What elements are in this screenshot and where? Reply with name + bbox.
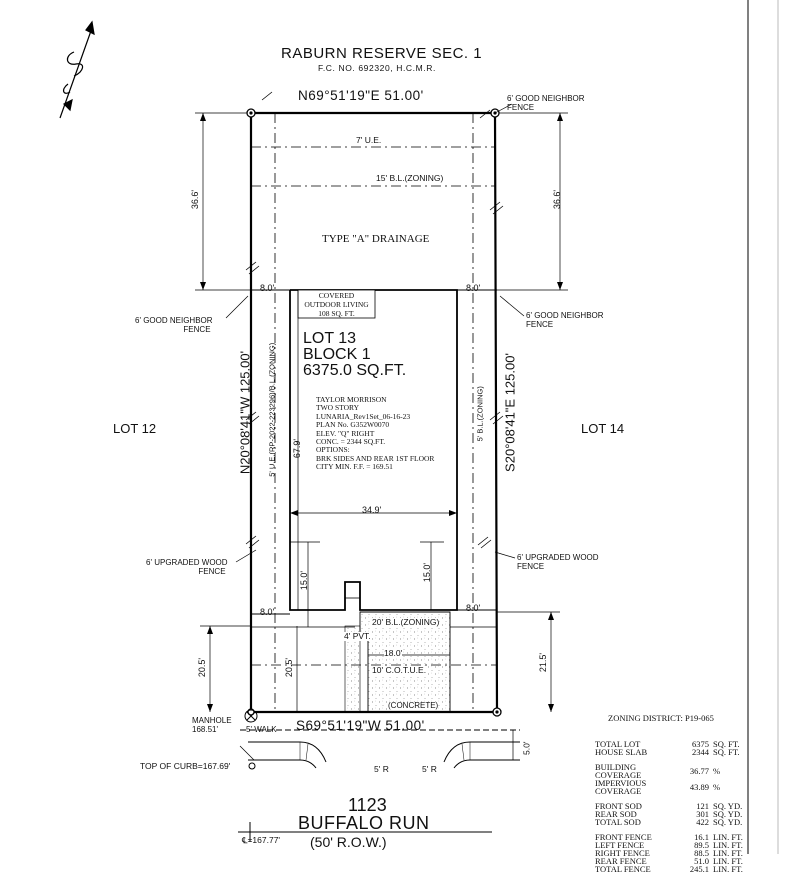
top-of-curb: TOP OF CURB=167.69' bbox=[140, 761, 231, 771]
street-name: BUFFALO RUN bbox=[298, 813, 430, 833]
stats-value: 301 bbox=[696, 809, 709, 819]
stats-value bbox=[681, 756, 713, 763]
stats-unit: LIN. FT. bbox=[713, 832, 743, 842]
front-yard-left: 20.5' bbox=[197, 657, 208, 678]
rear-utility-easement: 7' U.E. bbox=[356, 135, 382, 145]
walk-width: 4' PVT. bbox=[344, 631, 371, 641]
stats-unit: SQ. YD. bbox=[713, 817, 743, 827]
fence-note-left: 6' GOOD NEIGHBOR FENCE bbox=[135, 316, 213, 334]
stats-unit: LIN. FT. bbox=[713, 856, 743, 866]
curb-point-icon bbox=[249, 763, 255, 769]
address-number: 1123 bbox=[348, 795, 387, 815]
stats-label: TOTAL SOD bbox=[595, 817, 641, 827]
curb-offset: 5.0' bbox=[521, 741, 532, 755]
front-yard-inner: 20.5' bbox=[284, 657, 295, 678]
centerline-elevation: ℄=167.77' bbox=[242, 835, 281, 845]
stats-unit: % bbox=[713, 766, 721, 776]
stats-label: IMPERVIOUS COVERAGE bbox=[595, 778, 647, 796]
stats-row bbox=[595, 763, 743, 779]
stats-value: 121 bbox=[696, 801, 709, 811]
fence-note-right: 6' GOOD NEIGHBOR FENCE bbox=[526, 311, 604, 329]
front-building-line: 20' B.L.(ZONING) bbox=[372, 617, 440, 627]
cotue-easement: 10' C.O.T.U.E. bbox=[372, 665, 427, 675]
stats-unit: LIN. FT. bbox=[713, 840, 743, 850]
lot-14-label: LOT 14 bbox=[581, 421, 625, 436]
stats-unit: SQ. YD. bbox=[713, 801, 743, 811]
manhole-label: MANHOLE 168.51' bbox=[192, 716, 232, 734]
rear-building-line: 15' B.L.(ZONING) bbox=[376, 173, 444, 183]
stats-row bbox=[595, 748, 743, 756]
stats-unit: LIN. FT. bbox=[713, 864, 743, 874]
rear-dimension-left: 36.6' bbox=[190, 189, 201, 210]
stats-value: 422 bbox=[696, 817, 709, 827]
south-bearing: S69°51'19"W 51.00' bbox=[296, 718, 425, 733]
stats-value: 88.5 bbox=[694, 848, 709, 858]
concrete-label: (CONCRETE) bbox=[388, 701, 439, 710]
north-bearing: N69°51'19"E 51.00' bbox=[298, 88, 424, 103]
driveway-concrete bbox=[360, 612, 450, 712]
stats-label: HOUSE SLAB bbox=[595, 747, 648, 757]
stats-unit bbox=[713, 756, 743, 763]
stats-value: 245.1 bbox=[689, 864, 709, 874]
curb-hatch bbox=[300, 742, 470, 760]
upgraded-fence-note-right: 6' UPGRADED WOOD FENCE bbox=[517, 553, 599, 571]
lot-identification: LOT 13 BLOCK 1 6375.0 SQ.FT. bbox=[303, 330, 407, 379]
side-setback-top-left: 8.0' bbox=[260, 283, 275, 293]
stats-label: FRONT FENCE bbox=[595, 832, 652, 842]
walk-label: 5' WALK bbox=[246, 725, 277, 734]
front-yard-right: 21.5' bbox=[538, 652, 549, 673]
side-setback-bottom-left: 8.0' bbox=[260, 607, 275, 617]
lot-12-label: LOT 12 bbox=[113, 421, 157, 436]
curb-radius-left: 5' R bbox=[374, 764, 389, 774]
stats-row bbox=[595, 857, 743, 865]
house-notes: TAYLOR MORRISON TWO STORY LUNARIA_Rev1Set_06-16-23 PLAN No. G352W0070 ELEV. "Q" RIGHT CONC. = 2344 SQ.FT. OPTIONS: BRK SIDES AND REAR 1ST FLOOR CITY MIN. F.F. = 169.51 bbox=[316, 395, 435, 472]
stats-row bbox=[595, 818, 743, 826]
driveway-width: 18.0' bbox=[384, 648, 403, 658]
stats-value: 6375 bbox=[692, 739, 709, 749]
curb-radius-right: 5' R bbox=[422, 764, 437, 774]
sidewalk-curb bbox=[240, 730, 520, 768]
east-side-building-line: 5' B.L.(ZONING) bbox=[475, 386, 485, 442]
stats-value: 51.0 bbox=[694, 856, 709, 866]
subdivision-reference: F.C. NO. 692320, H.C.M.R. bbox=[318, 63, 436, 73]
stats-unit: % bbox=[713, 782, 721, 792]
north-arrow-icon bbox=[60, 22, 94, 118]
stats-row bbox=[595, 865, 743, 873]
stats-label: TOTAL FENCE bbox=[595, 864, 651, 874]
house-width: 34.9' bbox=[362, 505, 382, 515]
house-depth: 67.9' bbox=[292, 438, 303, 459]
front-setback-left: 15.0' bbox=[299, 570, 310, 591]
stats-value: 89.5 bbox=[694, 840, 709, 850]
stats-row bbox=[595, 849, 743, 857]
subdivision-name: RABURN RESERVE SEC. 1 bbox=[281, 45, 483, 62]
rear-dimension-right: 36.6' bbox=[552, 189, 563, 210]
stats-value: 36.77 bbox=[689, 766, 709, 776]
stats-label: REAR SOD bbox=[595, 809, 637, 819]
side-setback-top-right: 8.0' bbox=[466, 283, 481, 293]
west-bearing: N20°08'41"W 125.00' bbox=[237, 350, 253, 475]
front-setback-right: 15.0' bbox=[422, 562, 433, 583]
stats-value: 16.1 bbox=[694, 832, 709, 842]
stats-label: TOTAL LOT bbox=[595, 739, 641, 749]
stats-label: LEFT FENCE bbox=[595, 840, 645, 850]
right-of-way: (50' R.O.W.) bbox=[310, 834, 387, 850]
stats-label: REAR FENCE bbox=[595, 856, 647, 866]
stats-row bbox=[595, 779, 743, 795]
stats-unit: SQ. FT. bbox=[713, 747, 740, 757]
stats-unit: SQ. YD. bbox=[713, 809, 743, 819]
covered-patio-label: COVERED OUTDOOR LIVING 108 SQ. FT. bbox=[304, 291, 369, 318]
upgraded-fence-note-left: 6' UPGRADED WOOD FENCE bbox=[146, 558, 228, 576]
zoning-district: ZONING DISTRICT: P19-065 bbox=[608, 713, 714, 723]
lot-statistics-table bbox=[595, 740, 743, 873]
stats-unit: LIN. FT. bbox=[713, 848, 743, 858]
stats-label: FRONT SOD bbox=[595, 801, 642, 811]
drainage-label: TYPE "A" DRAINAGE bbox=[322, 233, 430, 245]
east-bearing: S20°08'41"E 125.00' bbox=[502, 353, 518, 472]
stats-value: 43.89 bbox=[689, 782, 709, 792]
west-side-easement: 5' U.E.(RP-2022-223296)/B.L.(ZONING) bbox=[267, 342, 277, 477]
fence-note-rear: 6' GOOD NEIGHBOR FENCE bbox=[507, 94, 585, 112]
side-setback-bottom-right: 8.0' bbox=[466, 603, 481, 613]
stats-unit: SQ. FT. bbox=[713, 739, 740, 749]
stats-label: BUILDING COVERAGE bbox=[595, 762, 642, 780]
stats-value: 2344 bbox=[692, 747, 709, 757]
stats-label: RIGHT FENCE bbox=[595, 848, 650, 858]
